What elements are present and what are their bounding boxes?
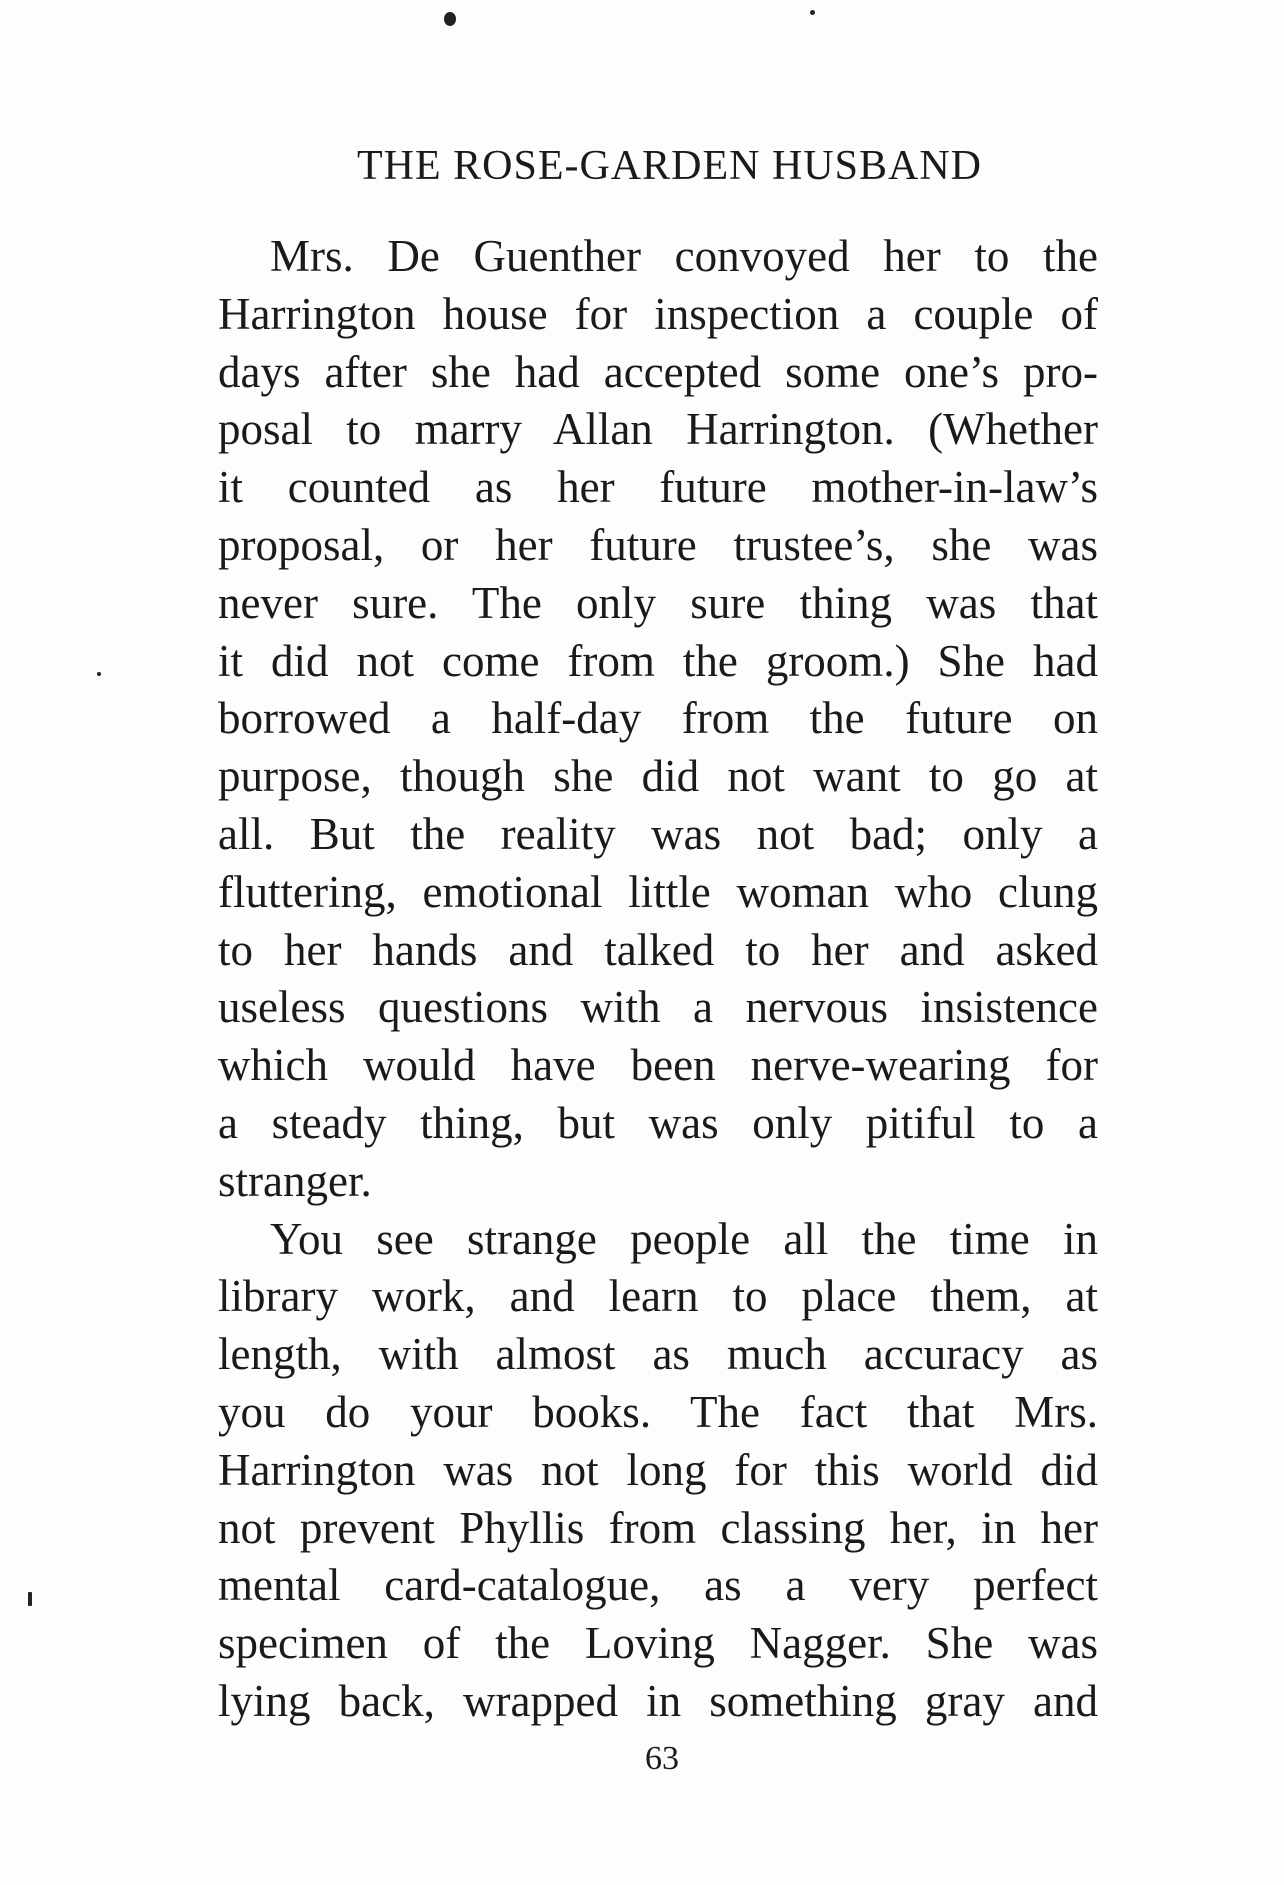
text-line: lying back, wrapped in something gray and (218, 1675, 1098, 1726)
paragraph (218, 228, 1098, 1211)
ink-speck (97, 672, 101, 676)
text-line: stranger. (218, 1155, 372, 1206)
text-line: it counted as her future mother-in-law’s (218, 462, 1098, 513)
text-line: Mrs. De Guenther convoyed her to the (270, 231, 1098, 281)
page-number: 63 (645, 1740, 679, 1777)
text-line: useless questions with a nervous insistence (218, 982, 1098, 1033)
text-line: days after she had accepted some one’s pro- (218, 346, 1098, 397)
text-line: which would have been nerve-wearing for (218, 1040, 1098, 1091)
ink-speck (444, 12, 456, 26)
text-line: posal to marry Allan Harrington. (Whether (218, 404, 1098, 455)
body-text (218, 228, 1098, 1731)
text-line: it did not come from the groom.) She had (218, 635, 1098, 686)
text-line: purpose, though she did not want to go at (218, 751, 1098, 802)
text-line: never sure. The only sure thing was that (218, 577, 1098, 628)
text-line: mental card-catalogue, as a very perfect (218, 1560, 1098, 1611)
text-line: fluttering, emotional little woman who clung (218, 866, 1098, 917)
ink-speck (810, 10, 815, 15)
text-line: specimen of the Loving Nagger. She was (218, 1618, 1098, 1669)
text-line: to her hands and talked to her and asked (218, 924, 1098, 975)
text-line: library work, and learn to place them, at (218, 1271, 1098, 1322)
text-line: not prevent Phyllis from classing her, in her (218, 1502, 1098, 1553)
text-line: borrowed a half-day from the future on (218, 693, 1098, 744)
text-line: you do your books. The fact that Mrs. (218, 1386, 1098, 1437)
ink-speck (28, 1592, 32, 1606)
running-head: THE ROSE-GARDEN HUSBAND (356, 143, 982, 189)
text-line: You see strange people all the time in (270, 1213, 1098, 1264)
text-line: proposal, or her future trustee’s, she was (218, 519, 1098, 570)
text-line: a steady thing, but was only pitiful to a (218, 1097, 1098, 1148)
text-line: Harrington house for inspection a couple of (218, 288, 1098, 339)
text-line: length, with almost as much accuracy as (218, 1329, 1098, 1380)
paragraph (218, 1211, 1098, 1731)
text-line: Harrington was not long for this world did (218, 1444, 1098, 1495)
text-line: all. But the reality was not bad; only a (218, 808, 1098, 859)
